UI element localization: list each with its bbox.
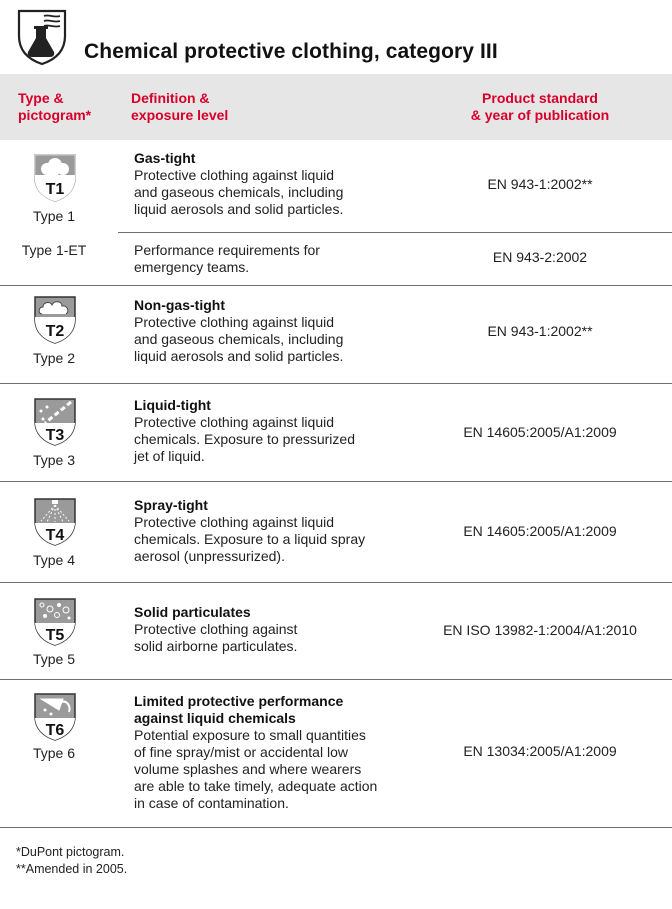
type-label: Type 6 bbox=[32, 745, 76, 761]
pictogram-badge: T4 bbox=[45, 527, 65, 544]
definition-line: in case of contamination. bbox=[134, 795, 289, 811]
pictogram-badge: T3 bbox=[45, 427, 65, 444]
gas-cloud-pictogram-icon bbox=[33, 153, 77, 203]
row-divider bbox=[0, 481, 672, 482]
definition-line: are able to take timely, adequate action bbox=[134, 778, 378, 794]
standard-value: EN 943-2:2002 bbox=[492, 249, 588, 265]
standard-value: EN 14605:2005/A1:2009 bbox=[463, 424, 617, 440]
pictogram-badge: T6 bbox=[45, 722, 65, 739]
chemical-hazard-logo-icon bbox=[16, 8, 68, 66]
page-title: Chemical protective clothing, category III bbox=[84, 40, 498, 63]
footnote: *DuPont pictogram. bbox=[16, 845, 125, 859]
spray-pictogram-icon bbox=[33, 497, 77, 547]
definition-line: and gaseous chemicals, including bbox=[134, 331, 344, 347]
definition-title-line: against liquid chemicals bbox=[134, 710, 296, 726]
column-header-type-line2: pictogram* bbox=[18, 107, 92, 123]
column-header-standard bbox=[458, 90, 622, 124]
row-divider bbox=[0, 827, 672, 828]
footnote: **Amended in 2005. bbox=[16, 862, 128, 876]
definition-title: Gas-tight bbox=[134, 150, 196, 166]
definition-line: chemicals. Exposure to a liquid spray bbox=[134, 531, 366, 547]
definition-line: Performance requirements for bbox=[134, 242, 320, 258]
pictogram-badge: T1 bbox=[45, 181, 65, 198]
definition-type-4 bbox=[134, 497, 365, 565]
particles-pictogram-icon bbox=[33, 597, 77, 647]
definition-line: jet of liquid. bbox=[134, 448, 205, 464]
column-header-type-line1: Type & bbox=[18, 90, 64, 106]
type-label: Type 2 bbox=[32, 350, 76, 366]
definition-title-line: Limited protective performance bbox=[134, 693, 344, 709]
definition-line: solid airborne particulates. bbox=[134, 638, 298, 654]
definition-line: emergency teams. bbox=[134, 259, 250, 275]
definition-line: and gaseous chemicals, including bbox=[134, 184, 344, 200]
column-header-definition-line1: Definition & bbox=[131, 90, 210, 106]
row-divider bbox=[0, 285, 672, 286]
definition-line: liquid aerosols and solid particles. bbox=[134, 201, 344, 217]
pictogram-badge: T2 bbox=[45, 323, 65, 340]
definition-line: Potential exposure to small quantities bbox=[134, 727, 366, 743]
definition-line: chemicals. Exposure to pressurized bbox=[134, 431, 355, 447]
definition-type-1-et bbox=[134, 242, 320, 276]
definition-type-5 bbox=[134, 604, 297, 655]
standard-value: EN 943-1:2002** bbox=[487, 323, 593, 339]
definition-line: liquid aerosols and solid particles. bbox=[134, 348, 344, 364]
definition-line: Protective clothing against liquid bbox=[134, 514, 335, 530]
column-header-definition-line2: exposure level bbox=[131, 107, 229, 123]
definition-title: Liquid-tight bbox=[134, 397, 211, 413]
standard-value: EN 14605:2005/A1:2009 bbox=[463, 523, 617, 539]
definition-type-2 bbox=[134, 297, 343, 365]
definition-type-6 bbox=[134, 693, 377, 812]
definition-line: of fine spray/mist or accidental low bbox=[134, 744, 348, 760]
type-label: Type 1 bbox=[32, 208, 76, 224]
definition-line: Protective clothing against bbox=[134, 621, 298, 637]
definition-line: aerosol (unpressurized). bbox=[134, 548, 285, 564]
type-label: Type 3 bbox=[32, 452, 76, 468]
definition-type-1 bbox=[134, 150, 343, 218]
column-header-standard-line2: & year of publication bbox=[470, 107, 610, 123]
standard-value: EN 13034:2005/A1:2009 bbox=[463, 743, 617, 759]
definition-type-3 bbox=[134, 397, 355, 465]
liquid-jet-pictogram-icon bbox=[33, 397, 77, 447]
type-label: Type 4 bbox=[32, 552, 76, 568]
type-label: Type 1-ET bbox=[21, 242, 87, 258]
definition-title: Spray-tight bbox=[134, 497, 208, 513]
row-divider bbox=[0, 383, 672, 384]
table-header bbox=[0, 74, 672, 140]
footnotes bbox=[16, 844, 127, 878]
row-divider bbox=[118, 232, 672, 233]
standard-value: EN ISO 13982-1:2004/A1:2010 bbox=[443, 622, 637, 638]
definition-title: Non-gas-tight bbox=[134, 297, 225, 313]
column-header-type bbox=[18, 90, 91, 124]
row-divider bbox=[0, 679, 672, 680]
definition-title: Solid particulates bbox=[134, 604, 251, 620]
column-header-definition bbox=[131, 90, 228, 124]
splash-pictogram-icon bbox=[33, 692, 77, 742]
pictogram-badge: T5 bbox=[45, 627, 65, 644]
type-label: Type 5 bbox=[32, 651, 76, 667]
row-divider bbox=[0, 582, 672, 583]
definition-line: Protective clothing against liquid bbox=[134, 314, 335, 330]
definition-line: Protective clothing against liquid bbox=[134, 414, 335, 430]
standard-value: EN 943-1:2002** bbox=[487, 176, 593, 192]
definition-line: volume splashes and where wearers bbox=[134, 761, 362, 777]
gas-cloud-pictogram-icon bbox=[33, 295, 77, 345]
column-header-standard-line1: Product standard bbox=[482, 90, 598, 106]
definition-line: Protective clothing against liquid bbox=[134, 167, 335, 183]
